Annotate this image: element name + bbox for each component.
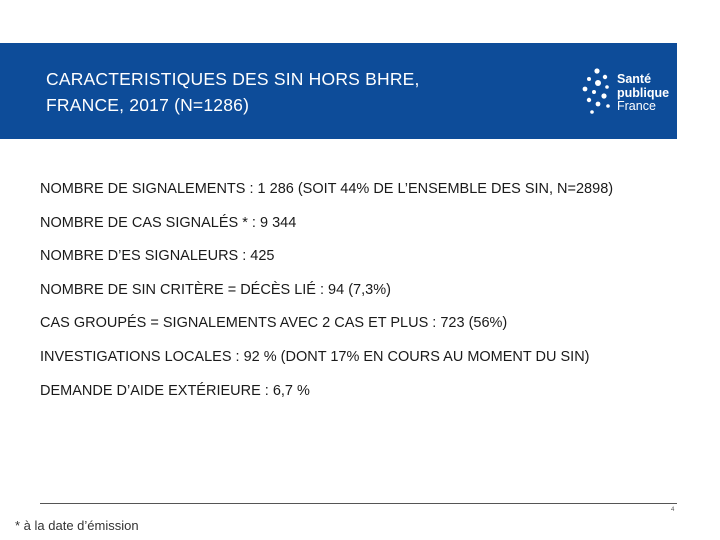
list-item: DEMANDE D’AIDE EXTÉRIEURE : 6,7 % xyxy=(40,382,310,399)
title-banner xyxy=(0,43,677,139)
slide-title xyxy=(46,66,546,118)
logo-dots-icon xyxy=(580,67,614,117)
slide-title-line-2: FRANCE, 2017 (N=1286) xyxy=(46,95,250,115)
logo-line-2: publique xyxy=(617,85,670,100)
logo-line-3: France xyxy=(617,99,656,113)
list-item: NOMBRE DE SIGNALEMENTS : 1 286 (SOIT 44% DE L’ENSEMBLE DES SIN, N=2898) xyxy=(40,181,614,197)
page-number: 4 xyxy=(671,507,675,513)
list-item: NOMBRE DE CAS SIGNALÉS * : 9 344 xyxy=(40,214,297,231)
footer-divider xyxy=(40,503,677,504)
logo-wordmark xyxy=(617,73,669,114)
list-item: INVESTIGATIONS LOCALES : 92 % (DONT 17% EN COURS AU MOMENT DU SIN) xyxy=(40,348,590,365)
sante-publique-france-logo xyxy=(580,67,675,117)
footnote: * à la date d’émission xyxy=(15,518,139,533)
list-item: CAS GROUPÉS = SIGNALEMENTS AVEC 2 CAS ET PLUS : 723 (56%) xyxy=(40,315,508,332)
slide-title-line-1: CARACTERISTIQUES DES SIN HORS BHRE, xyxy=(46,69,420,89)
key-figures-list xyxy=(40,179,700,414)
list-item: NOMBRE DE SIN CRITÈRE = DÉCÈS LIÉ : 94 (7,3%) xyxy=(40,281,391,298)
logo-line-1: Santé xyxy=(617,72,652,86)
list-item: NOMBRE D’ES SIGNALEURS : 425 xyxy=(40,248,275,265)
